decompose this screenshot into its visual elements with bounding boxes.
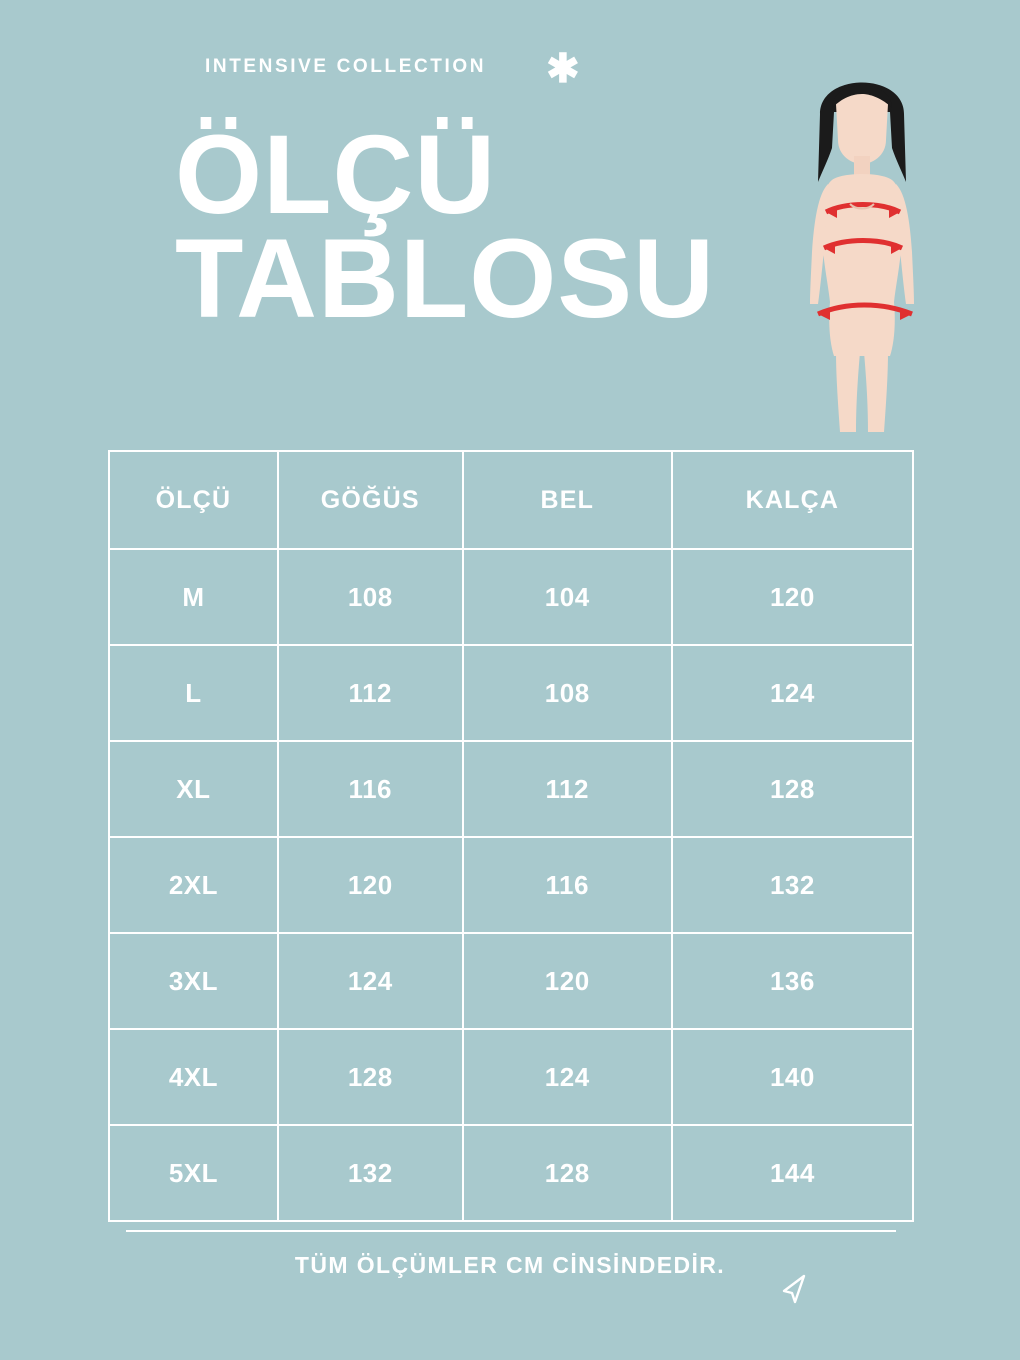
torso-shape <box>821 174 902 302</box>
hip-shape <box>829 302 895 356</box>
cell-waist: 108 <box>463 645 672 741</box>
table-row <box>109 549 913 645</box>
cell-waist: 112 <box>463 741 672 837</box>
cell-bust: 112 <box>278 645 463 741</box>
column-header-waist: BEL <box>463 451 672 549</box>
cell-hips: 120 <box>672 549 913 645</box>
size-table <box>108 450 914 1222</box>
cell-bust: 124 <box>278 933 463 1029</box>
cell-size: 4XL <box>109 1029 278 1125</box>
cell-waist: 124 <box>463 1029 672 1125</box>
size-table-wrapper <box>108 450 914 1222</box>
asterisk-icon: ✱ <box>546 47 580 91</box>
page-title-line-1: ÖLÇÜ <box>175 112 497 237</box>
face-shape <box>836 89 888 164</box>
cell-hips: 128 <box>672 741 913 837</box>
footer-note: TÜM ÖLÇÜMLER CM CİNSİNDEDİR. <box>294 1252 726 1278</box>
left-leg-shape <box>836 352 860 432</box>
brand-row <box>205 47 580 91</box>
page-title <box>175 112 775 341</box>
table-header-row <box>109 451 913 549</box>
table-row <box>109 933 913 1029</box>
mouse-cursor-icon <box>778 1272 812 1312</box>
cell-hips: 140 <box>672 1029 913 1125</box>
cell-waist: 128 <box>463 1125 672 1221</box>
table-row <box>109 1029 913 1125</box>
cell-hips: 132 <box>672 837 913 933</box>
cell-size: 2XL <box>109 837 278 933</box>
female-body-measurement-illustration <box>762 52 962 442</box>
table-row <box>109 1125 913 1221</box>
right-leg-shape <box>864 352 888 432</box>
cell-bust: 116 <box>278 741 463 837</box>
cell-hips: 144 <box>672 1125 913 1221</box>
brand-name: INTENSIVE COLLECTION <box>205 56 487 77</box>
table-row <box>109 837 913 933</box>
cell-size: M <box>109 549 278 645</box>
column-header-hips: KALÇA <box>672 451 913 549</box>
cell-hips: 124 <box>672 645 913 741</box>
column-header-size: ÖLÇÜ <box>109 451 278 549</box>
column-header-bust: GÖĞÜS <box>278 451 463 549</box>
cell-bust: 120 <box>278 837 463 933</box>
cell-size: XL <box>109 741 278 837</box>
footer-divider <box>126 1230 896 1232</box>
page-title-line-2: TABLOSU <box>175 215 715 341</box>
cell-bust: 108 <box>278 549 463 645</box>
cell-bust: 132 <box>278 1125 463 1221</box>
table-row <box>109 645 913 741</box>
cell-size: 3XL <box>109 933 278 1029</box>
cell-waist: 120 <box>463 933 672 1029</box>
cell-waist: 104 <box>463 549 672 645</box>
cell-bust: 128 <box>278 1029 463 1125</box>
table-row <box>109 741 913 837</box>
cell-waist: 116 <box>463 837 672 933</box>
neck-shape <box>854 156 870 176</box>
cell-size: L <box>109 645 278 741</box>
cell-hips: 136 <box>672 933 913 1029</box>
cell-size: 5XL <box>109 1125 278 1221</box>
